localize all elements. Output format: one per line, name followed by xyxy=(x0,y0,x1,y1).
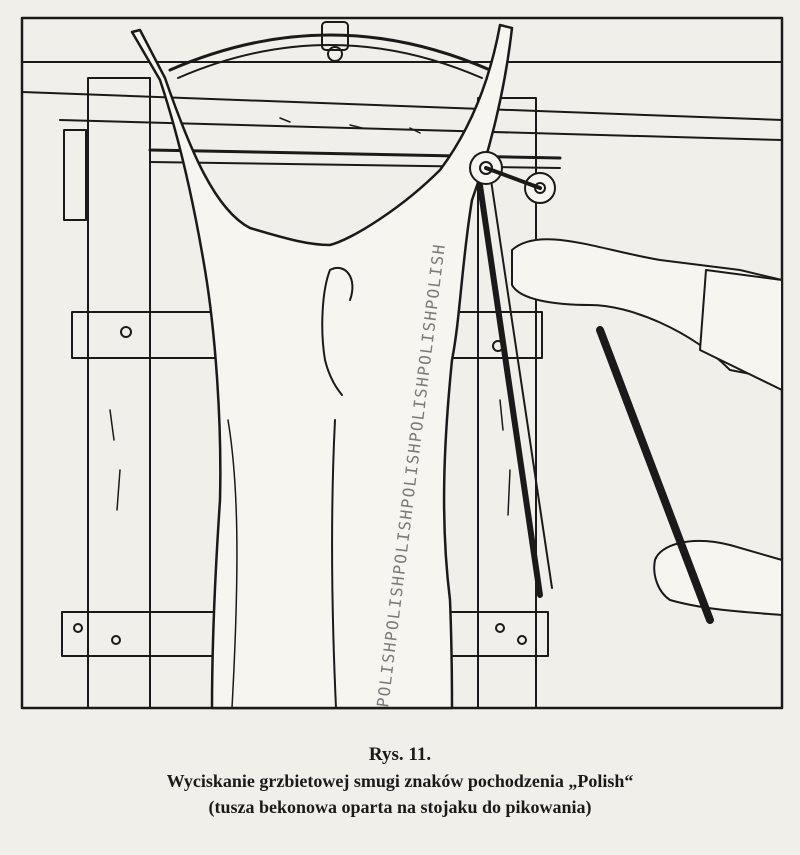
hanging-rail xyxy=(170,22,490,78)
worker-arm-and-stamping-tool xyxy=(470,152,782,620)
stamp-strip: POLISHPOLISHPOLISHPOLISHPOLISHPOLISHPOLISH xyxy=(373,242,449,709)
caption-line-2: (tusza bekonowa oparta na stojaku do pikowania) xyxy=(208,797,592,817)
caption-line-1: Wyciskanie grzbietowej smugi znaków pochodzenia „Polish“ xyxy=(166,771,634,791)
caption xyxy=(0,742,800,820)
figure-number: Rys. 11. xyxy=(368,744,432,765)
